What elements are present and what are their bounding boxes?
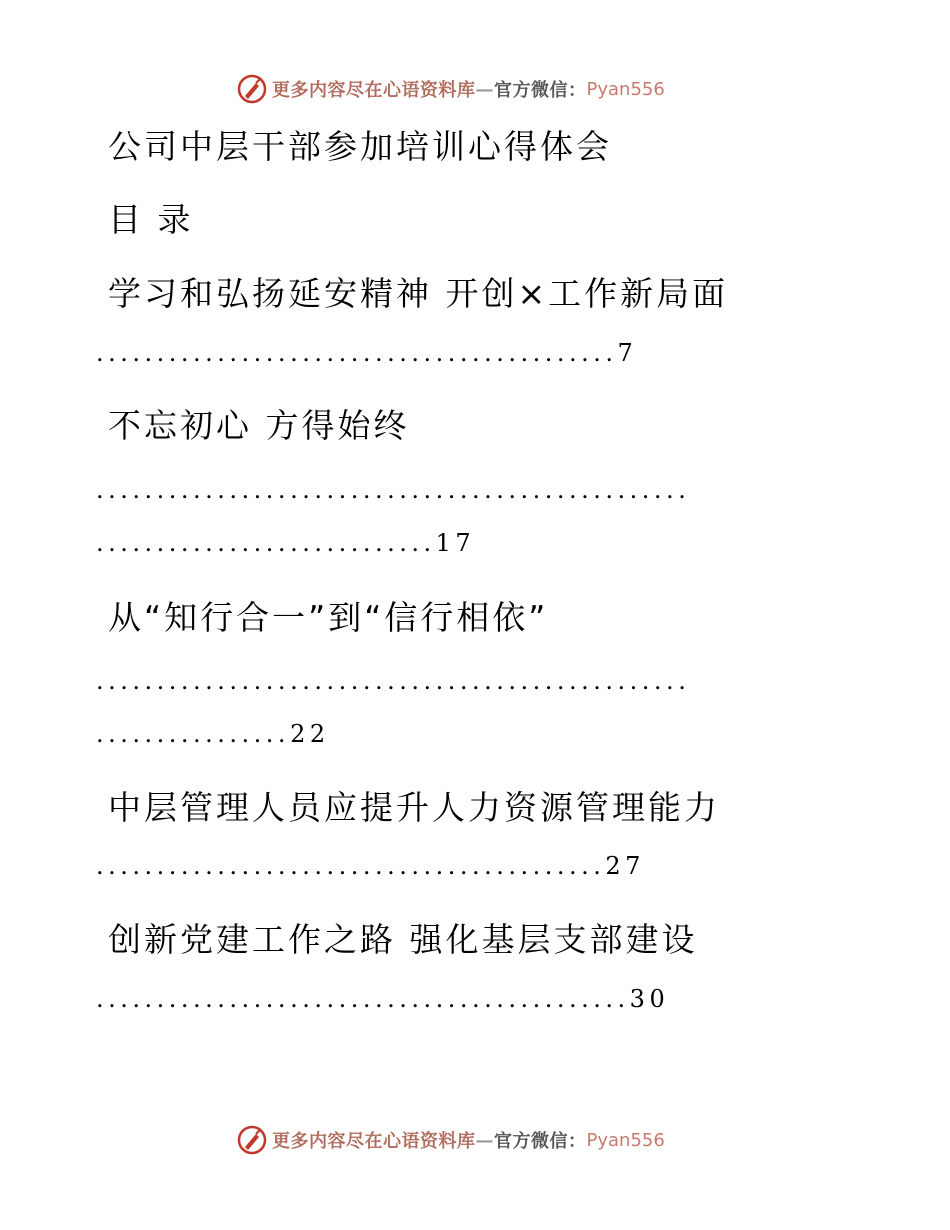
toc-dot-leader: ................................................. [96,476,691,504]
toc-dot-leader: ................................................. [96,667,691,695]
toc-heading: 目 录 [108,200,194,239]
watermark-text: 更多内容尽在心语资料库 [272,1131,476,1152]
watermark-dash: — [475,78,494,100]
watermark-wechat-id: Pyan556 [586,78,665,100]
toc-dot-leader: ............................17 [96,529,476,557]
toc-entry-title: 学习和弘扬延安精神 开创×工作新局面 [108,274,729,313]
watermark-wechat-id: Pyan556 [586,1129,665,1151]
toc-leader-line [96,528,475,558]
pen-logo-icon [236,1124,268,1156]
toc-leader-line [96,475,690,505]
watermark-dash: — [475,1129,494,1151]
watermark-banner-top [236,71,665,107]
toc-leader-line [96,338,637,368]
toc-leader-line [96,851,645,881]
document-title: 公司中层干部参加培训心得体会 [108,127,612,166]
toc-entry-title: 从“知行合一”到“信行相依” [108,598,549,637]
watermark-wechat-label: 官方微信： [494,80,587,101]
toc-entry-title: 不忘初心 方得始终 [108,406,410,445]
toc-leader-line [96,719,330,749]
toc-dot-leader: ..........................................27 [96,852,645,880]
watermark-text: 更多内容尽在心语资料库 [272,80,476,101]
toc-leader-line [96,666,690,696]
toc-leader-line [96,984,669,1014]
watermark-banner-bottom [236,1122,665,1158]
toc-dot-leader: ................22 [96,720,330,748]
toc-entry-title: 创新党建工作之路 强化基层支部建设 [108,920,698,959]
pen-logo-icon [236,73,268,105]
toc-dot-leader: ...........................................7 [96,339,638,367]
toc-dot-leader: ............................................30 [96,985,670,1013]
watermark-wechat-label: 官方微信： [494,1131,587,1152]
toc-entry-title: 中层管理人员应提升人力资源管理能力 [108,788,720,827]
